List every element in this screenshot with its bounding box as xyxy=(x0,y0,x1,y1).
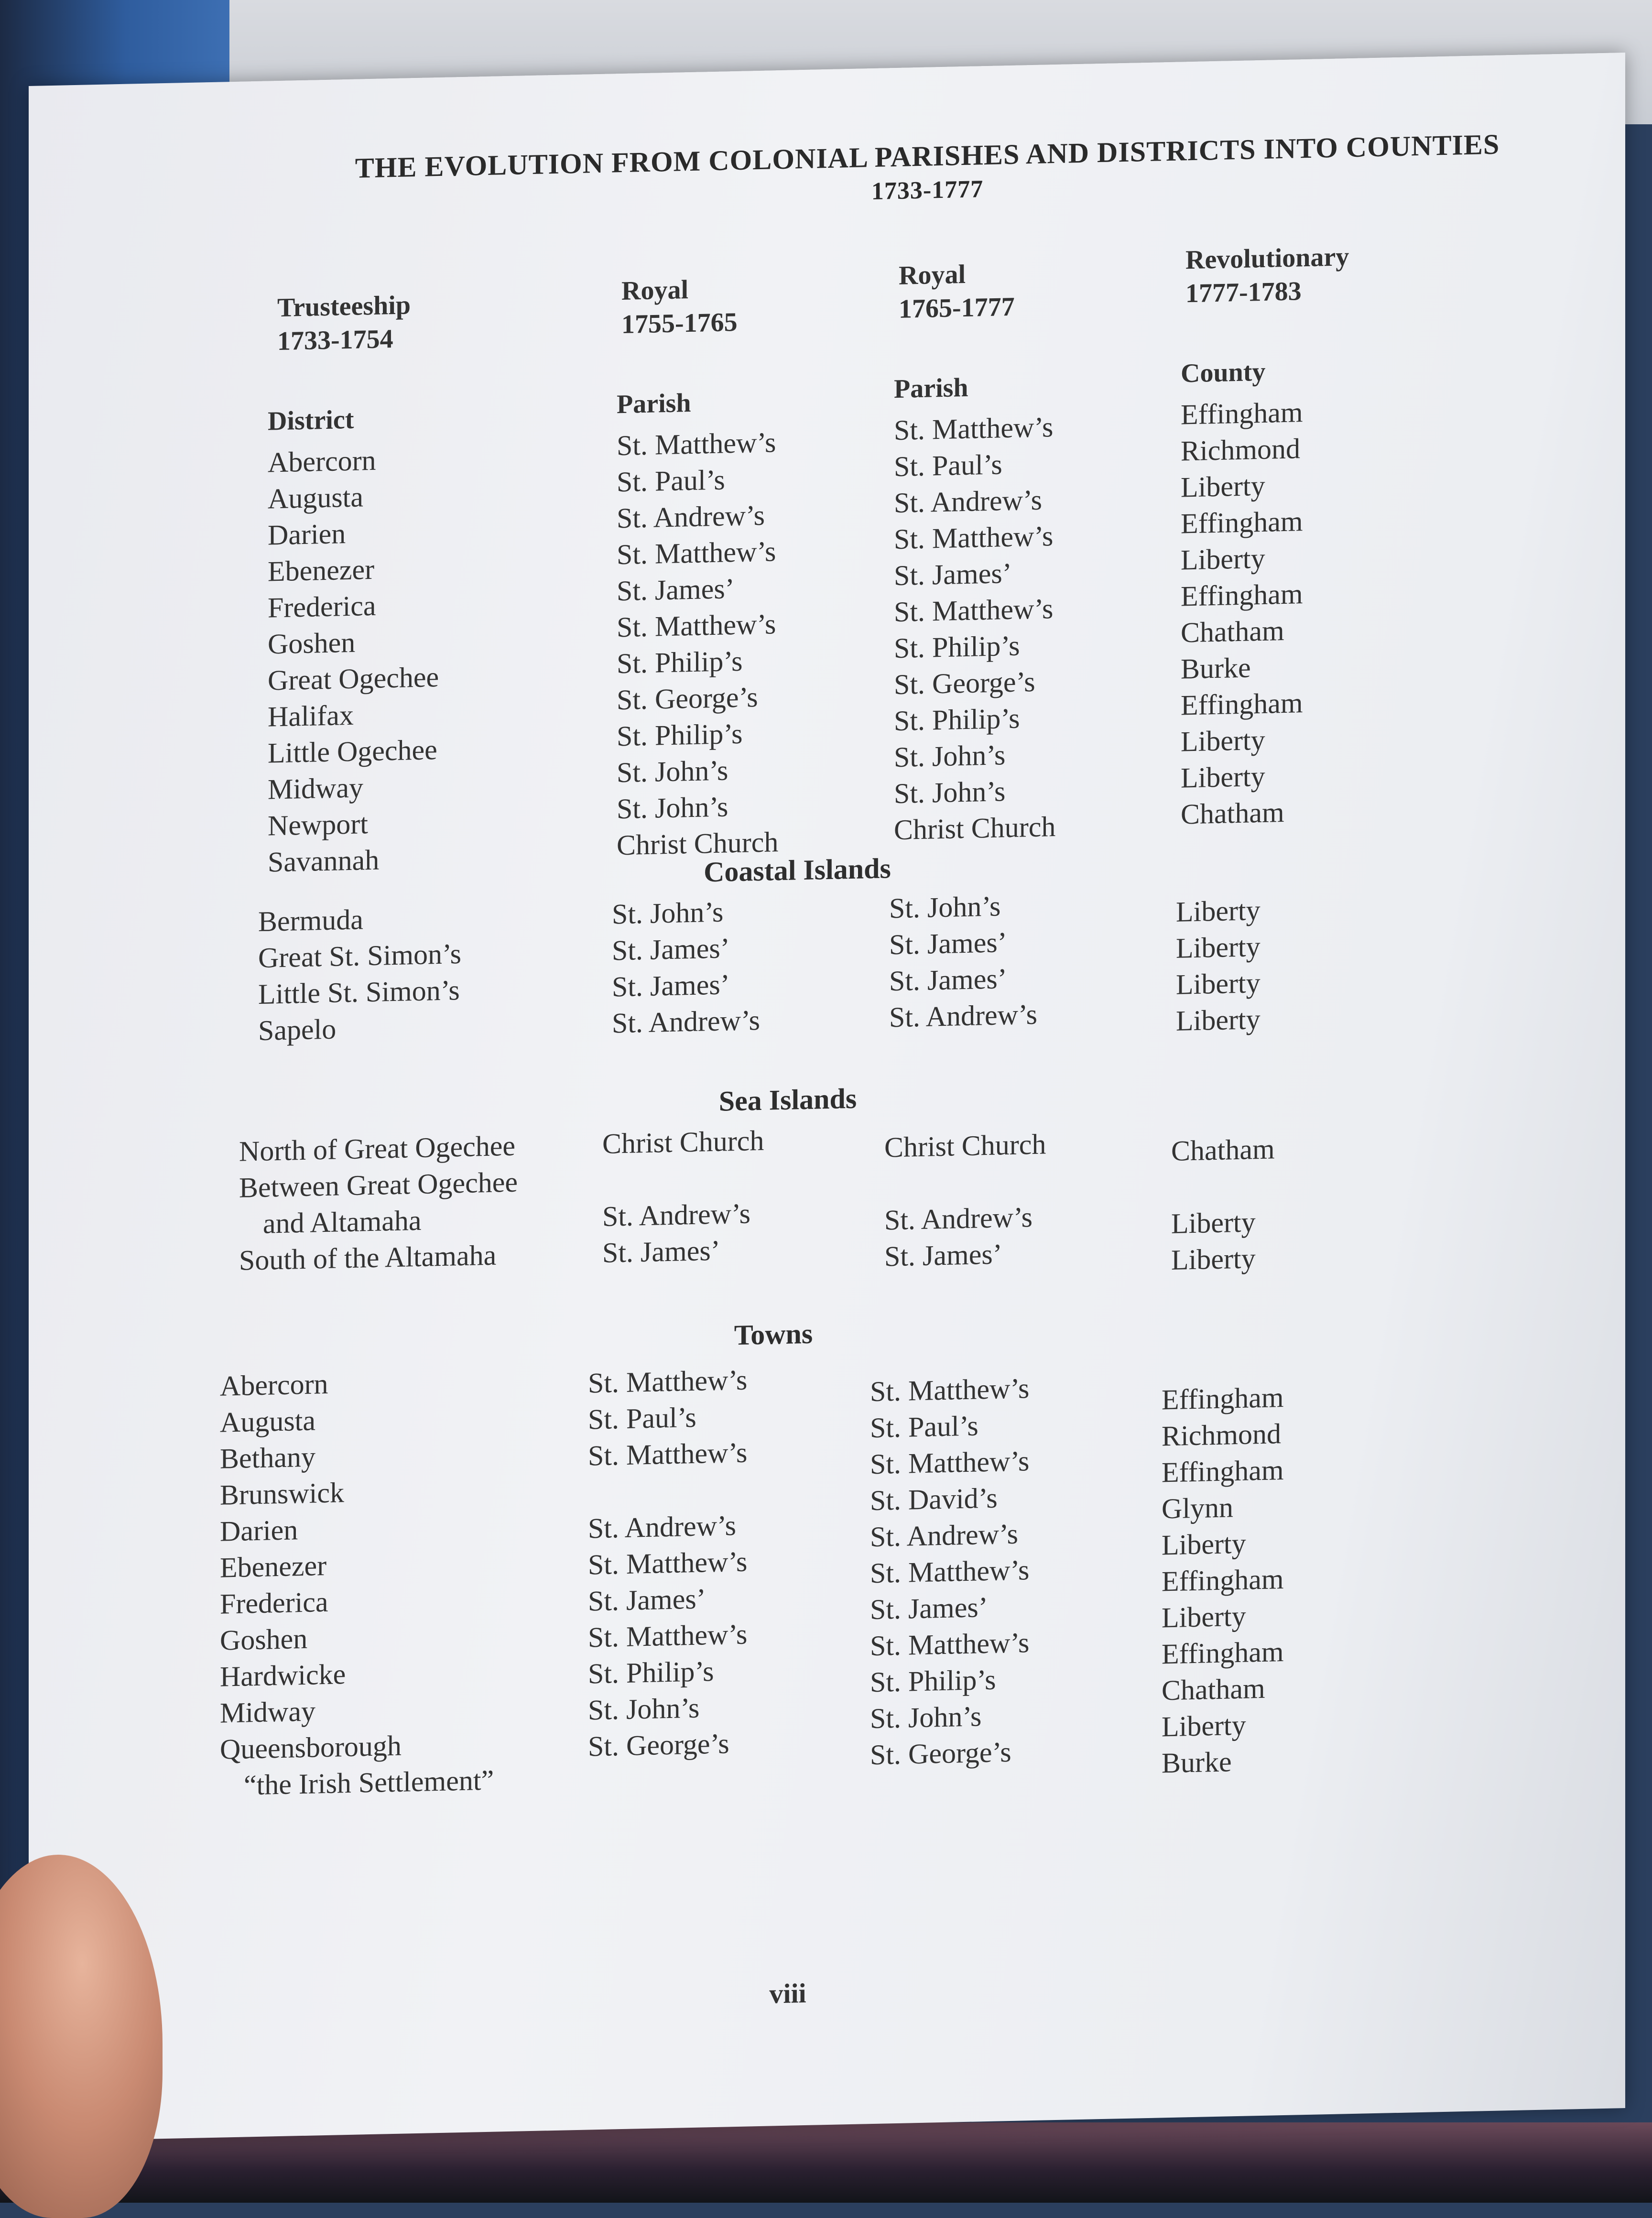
county-name: Effingham xyxy=(1181,505,1303,540)
spacer xyxy=(1171,1167,1275,1206)
period-royal-2 xyxy=(899,257,1015,326)
district-name: Great St. Simon’s xyxy=(258,938,462,974)
county-name: Liberty xyxy=(1171,1242,1256,1276)
district-name: Sapelo xyxy=(258,1013,337,1046)
parish-name: St. Paul’s xyxy=(588,1401,696,1435)
main-county-column xyxy=(1181,394,1303,832)
section-towns: Towns xyxy=(734,1317,813,1351)
county-name: Effingham xyxy=(1162,1563,1284,1598)
main-district-column xyxy=(268,441,439,881)
parish-name: St. Matthew’s xyxy=(617,535,776,571)
county-name: Glynn xyxy=(1162,1491,1233,1525)
county-name: Liberty xyxy=(1181,469,1265,503)
county-name: Burke xyxy=(1181,652,1251,685)
district-name: Newport xyxy=(268,808,368,842)
coastal-district-column xyxy=(258,899,461,1049)
parish-name: St. James’ xyxy=(894,557,1012,592)
towns-district-column xyxy=(220,1362,494,1804)
county-name: Burke xyxy=(1162,1746,1232,1779)
towns-parish1-column xyxy=(588,1362,747,1765)
parish-name: Christ Church xyxy=(617,826,779,861)
county-name: Effingham xyxy=(1162,1636,1284,1670)
county-name: Liberty xyxy=(1162,1600,1246,1634)
towns-parish2-column xyxy=(870,1370,1029,1773)
parish-name: St. Matthew’s xyxy=(894,411,1054,446)
parish-name: St. David’s xyxy=(870,1482,998,1517)
district-name: South of the Altamaha xyxy=(239,1239,497,1276)
district-name: Little St. Simon’s xyxy=(258,974,460,1010)
parish-name: St. James’ xyxy=(889,926,1007,961)
parish-name: St. Matthew’s xyxy=(894,593,1054,628)
period-label: Royal xyxy=(899,259,966,291)
section-sea-islands: Sea Islands xyxy=(718,1082,857,1117)
county-name: Liberty xyxy=(1171,1206,1256,1239)
town-name: Midway xyxy=(220,1695,315,1729)
district-name: North of Great Ogechee xyxy=(239,1130,516,1167)
parish-name: St. John’s xyxy=(617,791,728,825)
parish-name: St. John’s xyxy=(612,896,724,930)
district-name: Darien xyxy=(268,518,346,551)
district-name: Midway xyxy=(268,772,363,805)
district-name: and Altamaha xyxy=(263,1204,422,1239)
town-name: Queensborough xyxy=(220,1729,402,1765)
parish-name: St. George’s xyxy=(894,665,1035,701)
parish-name: St. John’s xyxy=(870,1700,982,1735)
parish-name: St. Andrew’s xyxy=(612,1004,761,1039)
parish-name: St. John’s xyxy=(894,775,1006,810)
period-years: 1765-1777 xyxy=(899,292,1015,324)
parish-name: St. James’ xyxy=(870,1591,988,1626)
district-name: Between Great Ogechee xyxy=(239,1166,518,1204)
parish-name: St. John’s xyxy=(894,739,1006,773)
parish-name: Christ Church xyxy=(602,1124,764,1160)
sea-district-column xyxy=(239,1128,518,1279)
county-name: Effingham xyxy=(1181,578,1303,612)
parish-name: St. James’ xyxy=(884,1238,1002,1272)
county-name: Liberty xyxy=(1181,542,1265,576)
parish-name: St. John’s xyxy=(889,890,1001,924)
parish-name: St. James’ xyxy=(588,1583,706,1617)
parish-name: St. John’s xyxy=(617,754,728,789)
county-name: Richmond xyxy=(1181,433,1300,467)
sea-county-column xyxy=(1171,1131,1275,1278)
section-coastal-islands: Coastal Islands xyxy=(704,852,891,888)
parish-name: St. Andrew’s xyxy=(889,998,1038,1033)
town-name: “the Irish Settlement” xyxy=(244,1764,494,1801)
period-label: Trusteeship xyxy=(277,290,411,323)
parish-name: St. Andrew’s xyxy=(870,1518,1019,1553)
page-number: viii xyxy=(769,1977,806,2010)
county-name: Liberty xyxy=(1176,1003,1261,1037)
town-name: Ebenezer xyxy=(220,1549,327,1584)
parish-name: Christ Church xyxy=(884,1128,1046,1163)
parish-name: St. John’s xyxy=(588,1692,700,1726)
main-parish1-column xyxy=(617,424,778,863)
district-name: Great Ogechee xyxy=(268,661,439,696)
county-name: Liberty xyxy=(1181,760,1265,794)
town-name: Brunswick xyxy=(220,1477,344,1511)
period-label: Revolutionary xyxy=(1185,242,1349,275)
head-county: County xyxy=(1181,357,1266,389)
coastal-county-column xyxy=(1176,892,1261,1039)
period-years: 1755-1765 xyxy=(621,307,738,340)
parish-name: St. Philip’s xyxy=(617,718,743,752)
parish-name: St. Philip’s xyxy=(894,702,1020,737)
county-name: Chatham xyxy=(1162,1672,1265,1707)
county-name: Chatham xyxy=(1181,614,1284,649)
district-name: Bermuda xyxy=(258,903,363,937)
parish-name: St. Matthew’s xyxy=(870,1627,1030,1662)
county-name: Liberty xyxy=(1176,894,1261,928)
period-years: 1733-1754 xyxy=(277,324,393,357)
head-parish-2: Parish xyxy=(894,372,968,404)
district-name: Ebenezer xyxy=(268,553,375,587)
county-name: Chatham xyxy=(1181,796,1284,830)
period-label: Royal xyxy=(621,275,688,306)
parish-name: St. James’ xyxy=(612,932,730,967)
parish-name: St. Philip’s xyxy=(894,630,1020,664)
title-years: 1733-1777 xyxy=(871,175,984,206)
district-name: Goshen xyxy=(268,626,356,660)
parish-name: St. Philip’s xyxy=(870,1664,996,1698)
coastal-parish1-column xyxy=(612,893,760,1041)
county-name: Liberty xyxy=(1181,724,1265,758)
parish-name: St. Matthew’s xyxy=(870,1445,1030,1480)
parish-name: St. Matthew’s xyxy=(870,1372,1030,1408)
county-name: Effingham xyxy=(1181,687,1303,721)
parish-name: St. George’s xyxy=(617,681,758,716)
district-name: Frederica xyxy=(268,589,376,624)
parish-name: St. James’ xyxy=(889,963,1007,997)
head-district: District xyxy=(268,404,354,436)
page-title xyxy=(335,127,1520,220)
county-name: Liberty xyxy=(1176,931,1261,964)
district-name: Abercorn xyxy=(268,444,376,478)
parish-name: St. Andrew’s xyxy=(894,484,1043,519)
district-name: Little Ogechee xyxy=(268,734,437,769)
parish-name: St. James’ xyxy=(617,573,735,607)
parish-name: St. James’ xyxy=(602,1234,720,1269)
county-name: Chatham xyxy=(1171,1133,1275,1167)
parish-name: St. Matthew’s xyxy=(617,426,776,462)
county-name: Liberty xyxy=(1162,1709,1246,1743)
parish-name: St. George’s xyxy=(870,1736,1011,1771)
spacer xyxy=(588,1471,747,1511)
parish-name: St. Andrew’s xyxy=(588,1509,737,1544)
parish-name: St. Paul’s xyxy=(617,464,725,498)
district-name: Augusta xyxy=(268,481,363,515)
county-name: Liberty xyxy=(1162,1527,1246,1561)
parish-name: St. Andrew’s xyxy=(602,1197,751,1232)
county-name: Liberty xyxy=(1176,967,1261,1000)
parish-name: St. Matthew’s xyxy=(588,1618,748,1653)
period-trusteeship xyxy=(277,288,411,358)
towns-county-column xyxy=(1162,1379,1284,1781)
county-name: Richmond xyxy=(1162,1418,1281,1452)
main-parish2-column xyxy=(894,409,1055,848)
district-name: Savannah xyxy=(268,844,380,878)
period-royal-1 xyxy=(621,272,738,341)
parish-name: St. Matthew’s xyxy=(588,1364,748,1399)
parish-name: St. Matthew’s xyxy=(588,1436,748,1472)
district-name: Halifax xyxy=(268,699,354,733)
town-name: Hardwicke xyxy=(220,1658,346,1693)
town-name: Frederica xyxy=(220,1586,328,1620)
sea-parish2-column xyxy=(884,1126,1046,1274)
county-name: Effingham xyxy=(1162,1381,1284,1416)
town-name: Augusta xyxy=(220,1404,315,1438)
parish-name: St. George’s xyxy=(588,1728,729,1762)
town-name: Goshen xyxy=(220,1622,308,1656)
parish-name: St. Matthew’s xyxy=(894,520,1054,555)
parish-name: St. James’ xyxy=(612,968,730,1003)
spacer xyxy=(884,1162,1046,1202)
parish-name: Christ Church xyxy=(894,810,1056,846)
spacer xyxy=(602,1159,764,1198)
town-name: Darien xyxy=(220,1514,298,1547)
parish-name: St. Philip’s xyxy=(617,645,743,680)
book-page xyxy=(29,53,1625,2142)
period-years: 1777-1783 xyxy=(1185,276,1302,309)
parish-name: St. Matthew’s xyxy=(588,1545,748,1581)
sea-parish1-column xyxy=(602,1122,764,1271)
parish-name: St. Andrew’s xyxy=(617,499,765,534)
period-revolutionary xyxy=(1185,240,1349,310)
head-parish-1: Parish xyxy=(617,388,691,420)
parish-name: St. Andrew’s xyxy=(884,1201,1033,1236)
town-name: Bethany xyxy=(220,1441,315,1475)
county-name: Effingham xyxy=(1181,396,1303,431)
parish-name: St. Paul’s xyxy=(894,448,1002,483)
county-name: Effingham xyxy=(1162,1454,1284,1489)
parish-name: St. Paul’s xyxy=(870,1410,978,1444)
parish-name: St. Matthew’s xyxy=(870,1554,1030,1589)
coastal-parish2-column xyxy=(889,887,1037,1035)
title-text: THE EVOLUTION FROM COLONIAL PARISHES AND DISTRICTS INTO COUNTIES xyxy=(355,128,1500,184)
town-name: Abercorn xyxy=(220,1368,328,1402)
parish-name: St. Philip’s xyxy=(588,1655,714,1690)
parish-name: St. Matthew’s xyxy=(617,608,776,643)
